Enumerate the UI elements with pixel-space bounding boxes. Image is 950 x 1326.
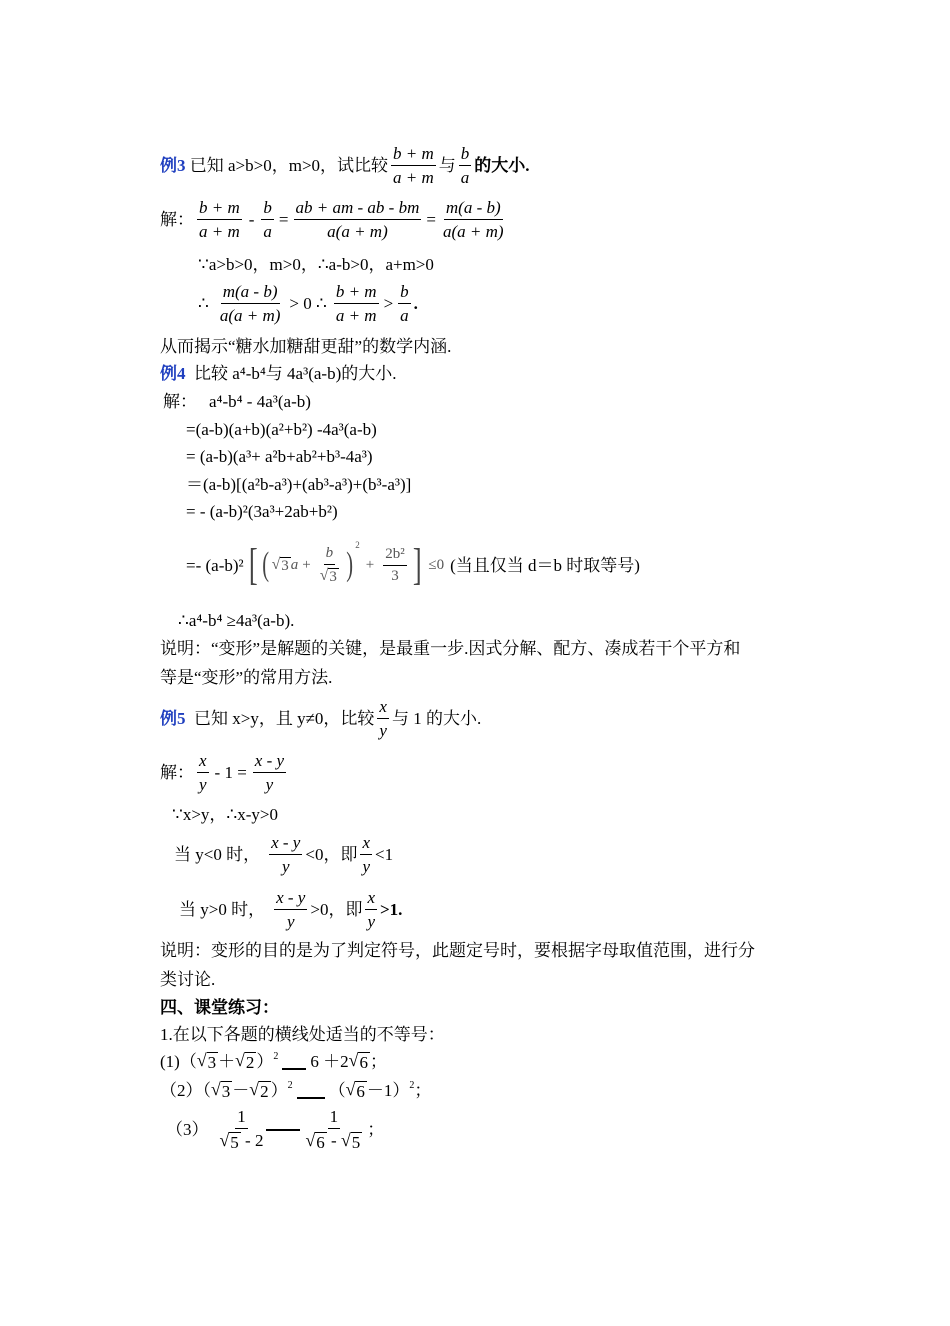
ex4-line5: = - (a-b)²(3a³+2ab+b²) (186, 502, 338, 521)
ex4-line1: 解： a⁴-b⁴ - 4a³(a-b) (163, 392, 311, 411)
ex4-label: 例4 (160, 364, 186, 383)
exercise-q1: 1.在以下各题的横线处适当的不等号： (160, 1025, 445, 1044)
ex3-solution-step1: 解： $\frac{b + m}{a + m}$ - $\frac{b}{a}$ = $\frac{ab + am - ab - bm}{a(a + m)}$ = $\frac{m(a - b)}{a(a + m)}$ (160, 198, 504, 241)
exercise-p2: （2）（ √ 3 － √ 2 ） 2 （ √ 6 －1） 2 ； (160, 1079, 432, 1101)
ex3-frac2: $\frac{b}{a}$ (460, 144, 470, 187)
exercise-p1: (1)（ √ 3 ＋ √ 2 ） 2 6 ＋2 √ 6 ； (160, 1050, 387, 1072)
ex5-case-neg: 当 y<0 时， $\frac{x - y}{y}$ <0，即 $\frac{x}{y}$ <1 (174, 833, 394, 876)
ex3-stmt: 已知 a>b>0，m>0，试比较 (189, 156, 389, 175)
answer-blank-2[interactable] (297, 1083, 325, 1099)
ex3-frac1: $\frac{b + m}{a + m}$ (393, 144, 434, 187)
ex4-line2: =(a-b)(a+b)(a²+b²) -4a³(a-b) (186, 420, 377, 439)
section-title: 四、课堂练习： (160, 998, 279, 1017)
ex4-statement: 例4 比较 a⁴-b⁴与 4a³(a-b)的大小. (160, 364, 397, 383)
ex3-reason: ∵a>b>0，m>0，∴a-b>0，a+m>0 (198, 255, 434, 274)
answer-blank-3[interactable] (266, 1129, 300, 1131)
ex3-label: 例3 (160, 156, 186, 175)
ex3-statement: 例3 已知 a>b>0，m>0，试比较 $\frac{b + m}{a + m}$ 与 $\frac{b}{a}$ 的大小. (160, 144, 530, 187)
ex5-case-pos: 当 y>0 时， $\frac{x - y}{y}$ >0，即 $\frac{x}{y}$ >1. (179, 888, 403, 931)
sqrt-3a: √ 3 (271, 555, 289, 574)
ex5-note1: 说明：变形的目的是为了判定符号，此题定号时，要根据字母取值范围，进行分 (160, 941, 755, 960)
ex5-step1: 解： $\frac{x}{y}$ - 1 = $\frac{x - y}{y}$ (160, 751, 285, 794)
ex5-label: 例5 (160, 709, 186, 728)
exercise-p3: （3） 1 √ 5 - 2 1 √ 6 - √ 5 ； (166, 1107, 385, 1152)
ex4-line3: = (a-b)(a³+ a²b+ab²+b³-4a³) (186, 447, 373, 466)
ex4-line7: ∴a⁴-b⁴ ≥4a³(a-b). (178, 611, 295, 630)
ex3-therefore: ∴ $\frac{m(a - b)}{a(a + m)}$ > 0 ∴ $\frac{b + m}{a + m}$ > $\frac{b}{a}$ . (198, 282, 418, 325)
ex4-note2: 等是“变形”的常用方法. (160, 668, 333, 687)
ex5-statement: 例5 已知 x>y，且 y≠0，比较 $\frac{x}{y}$ 与 1 的大小. (160, 697, 482, 740)
ex5-reason: ∵x>y，∴x-y>0 (172, 805, 278, 824)
ex4-note1: 说明：“变形”是解题的关键，是最重一步.因式分解、配方、凑成若干个平方和 (160, 639, 741, 658)
ex4-line4: ＝(a-b)[(a²b-a³)+(ab³-a³)+(b³-a³)] (186, 475, 412, 494)
ex5-note2: 类讨论. (160, 970, 216, 989)
ex3-conclusion: 从而揭示“糖水加糖甜更甜”的数学内涵. (160, 337, 452, 356)
ex4-line6: =- (a-b)² [ ( √ 3 a + b √ 3 ) 2 + $\frac{\text{2b²}}{3}$ ] ≤0 (当且仅当 d＝b 时取等号) (186, 540, 640, 589)
answer-blank-1[interactable] (282, 1054, 306, 1070)
